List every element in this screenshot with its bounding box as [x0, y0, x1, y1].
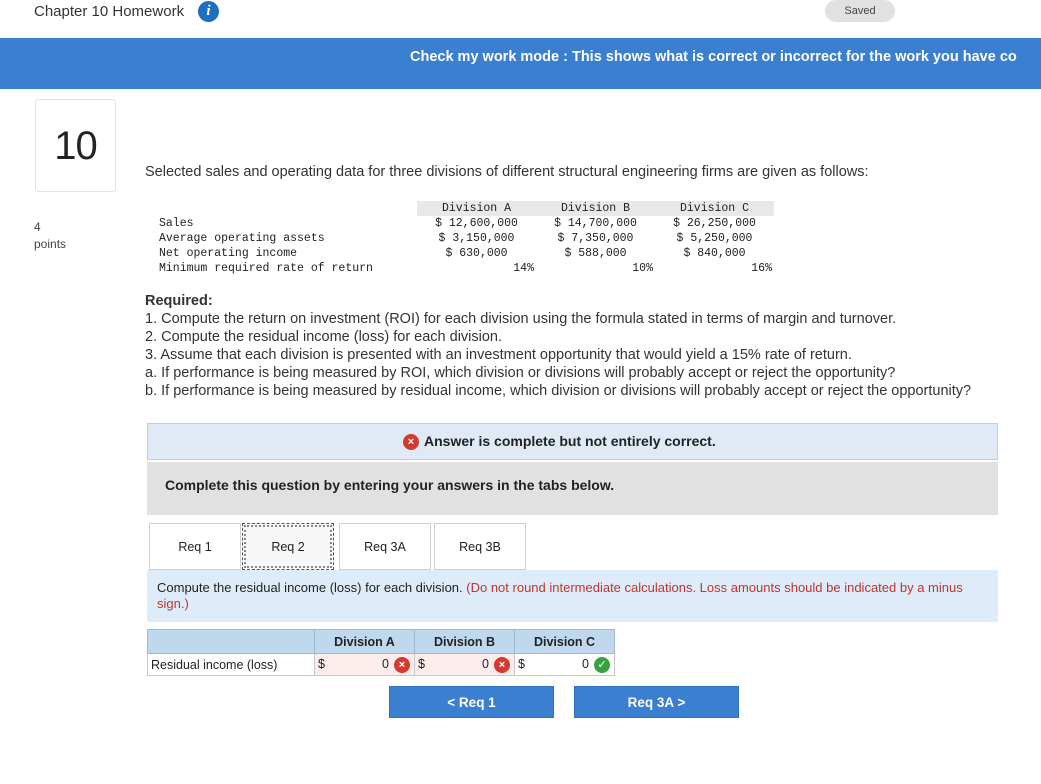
answer-status-banner [147, 423, 998, 460]
instruction-main: Compute the residual income (loss) for each division. [157, 580, 463, 595]
required-line: a. If performance is being measured by ROI, which division or divisions will probably accept or reject the opportunity? [145, 365, 896, 381]
required-heading: Required: [145, 293, 213, 309]
cell-value: $ 840,000 [683, 247, 746, 260]
answer-division-c-header: Division C [515, 630, 615, 654]
table-row [148, 654, 615, 676]
cell-value: $ 12,600,000 [435, 217, 518, 230]
tab-req-2[interactable]: Req 2 [242, 523, 334, 570]
cell-value: $ 7,350,000 [557, 232, 634, 245]
check-my-work-text: Check my work mode : This shows what is correct or incorrect for the work you have co [410, 49, 1017, 65]
correct-check-icon: ✓ [594, 657, 610, 673]
cell-value: $ 26,250,000 [673, 217, 756, 230]
currency-symbol: $ [418, 657, 425, 671]
input-value: 0 [482, 657, 489, 671]
complete-prompt-box [147, 462, 998, 515]
residual-income-label: Residual income (loss) [148, 654, 315, 676]
complete-prompt-text: Complete this question by entering your answers in the tabs below. [165, 477, 615, 493]
instruction-note: (Do not round intermediate calculations. Loss amounts should be indicated by a minus sign.) [157, 580, 963, 611]
question-intro: Selected sales and operating data for three divisions of different structural engineering firms are given as follows: [145, 164, 869, 180]
cell-value: $ 588,000 [564, 247, 627, 260]
answer-header-row [148, 630, 615, 654]
points-label: points [34, 237, 67, 251]
division-c-header: Division C [655, 201, 774, 216]
division-c-residual-input[interactable] [515, 654, 615, 676]
top-bar [0, 0, 1041, 38]
info-icon[interactable]: i [198, 1, 219, 22]
table-row [155, 261, 774, 276]
instruction-box [147, 570, 998, 622]
check-my-work-banner [0, 38, 1041, 89]
division-a-residual-input[interactable] [315, 654, 415, 676]
cell-value: 14% [513, 262, 534, 275]
cell-value: $ 3,150,000 [438, 232, 515, 245]
answer-division-b-header: Division B [415, 630, 515, 654]
question-number: 10 [35, 99, 116, 192]
cell-value: $ 5,250,000 [676, 232, 753, 245]
cell-value: 10% [632, 262, 653, 275]
division-data-corner [155, 201, 417, 216]
row-label: Sales [159, 217, 194, 230]
division-data-table [155, 201, 774, 276]
required-line: 2. Compute the residual income (loss) for each division. [145, 329, 503, 345]
tab-req-3b[interactable]: Req 3B [434, 523, 526, 570]
required-line: 1. Compute the return on investment (ROI) for each division using the formula stated in terms of margin and turnover. [145, 311, 897, 327]
table-row [155, 246, 774, 261]
assignment-title: Chapter 10 Homework [34, 3, 185, 20]
answer-division-a-header: Division A [315, 630, 415, 654]
required-section [145, 292, 971, 400]
cell-value: $ 14,700,000 [554, 217, 637, 230]
cell-value: $ 630,000 [445, 247, 508, 260]
tab-req-3a[interactable]: Req 3A [339, 523, 431, 570]
next-req-3a-button[interactable]: Req 3A > [574, 686, 739, 718]
incorrect-icon: × [494, 657, 510, 673]
prev-req-1-button[interactable]: < Req 1 [389, 686, 554, 718]
division-a-header: Division A [417, 201, 536, 216]
saved-status-badge: Saved [825, 0, 895, 22]
input-value: 0 [582, 657, 589, 671]
incorrect-icon: × [394, 657, 410, 673]
tab-req-1[interactable]: Req 1 [149, 523, 241, 570]
division-b-header: Division B [536, 201, 655, 216]
input-value: 0 [382, 657, 389, 671]
row-label: Minimum required rate of return [159, 262, 373, 275]
answer-corner [148, 630, 315, 654]
residual-income-table [147, 629, 615, 676]
answer-status-text: Answer is complete but not entirely correct. [424, 433, 716, 449]
division-b-residual-input[interactable] [415, 654, 515, 676]
cell-value: 16% [751, 262, 772, 275]
row-label: Average operating assets [159, 232, 325, 245]
division-data-header-row [155, 201, 774, 216]
points-value: 4 [34, 220, 41, 234]
table-row [155, 231, 774, 246]
currency-symbol: $ [318, 657, 325, 671]
required-line: 3. Assume that each division is presented with an investment opportunity that would yield a 15% rate of return. [145, 347, 852, 363]
table-row [155, 216, 774, 231]
currency-symbol: $ [518, 657, 525, 671]
incorrect-icon: × [403, 434, 419, 450]
row-label: Net operating income [159, 247, 298, 260]
required-line: b. If performance is being measured by residual income, which division or divisions will probably accept or reject the opportunity? [145, 383, 972, 399]
